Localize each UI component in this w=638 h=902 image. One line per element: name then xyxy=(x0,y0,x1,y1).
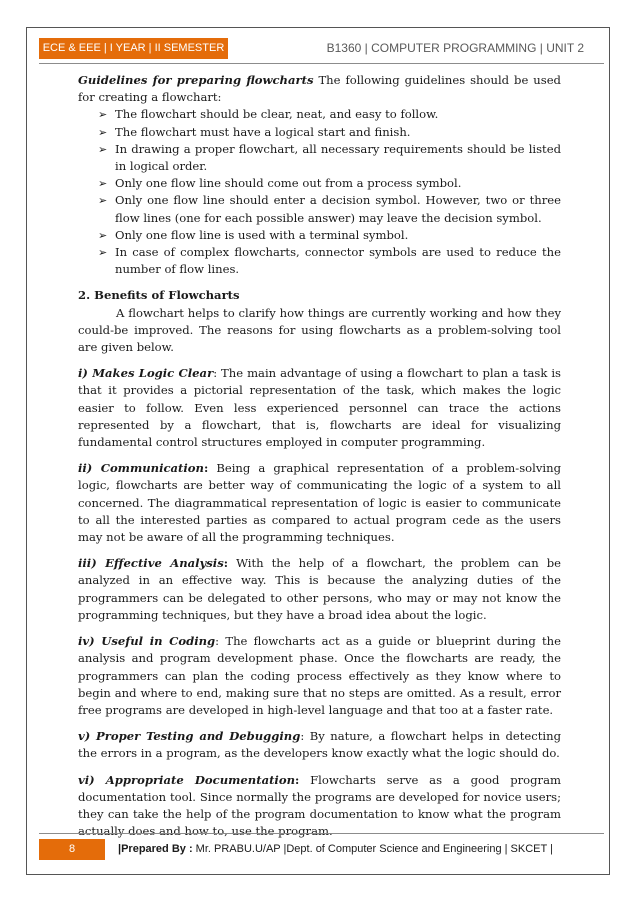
guidelines-heading: Guidelines for preparing flowcharts xyxy=(78,73,314,87)
page-number: 8 xyxy=(39,839,105,860)
list-item: ➢ Only one flow line is used with a terminal symbol. xyxy=(78,227,561,244)
guidelines-list xyxy=(78,106,561,278)
benefit-title: iv) Useful in Coding xyxy=(78,634,216,649)
benefit-paragraph: iii) Effective Analysis: With the help of a flowchart, the problem can be analyzed in an effective way. This is because the analyzing duties of the programmers can be delegated to other persons, who may or may not know the programming techniques, but they have a broad idea about the logic. xyxy=(78,556,562,622)
benefit-paragraph: ii) Communication: Being a graphical representation of a problem-solving logic, flowcharts are better way of communicating the logic of a system to all concerned. The diagrammatical representation of logic is easier to communicate to all the interested parties as compared to actual program cede as the users may not be aware of all the programming techniques. xyxy=(78,461,561,545)
list-item: ➢ The flowchart should be clear, neat, and easy to follow. xyxy=(78,106,561,123)
list-item: ➢ Only one flow line should come out from a process symbol. xyxy=(78,175,561,192)
header-unit-title: B1360 | COMPUTER PROGRAMMING | UNIT 2 xyxy=(326,41,584,55)
list-item: ➢ In drawing a proper flowchart, all necessary requirements should be listed in logical order. xyxy=(98,141,561,174)
benefit-title: vi) Appropriate Documentation xyxy=(78,772,296,787)
page-content xyxy=(78,72,561,840)
footer-credits: |Prepared By : Mr. PRABU.U/AP |Dept. of Computer Science and Engineering | SKCET | xyxy=(118,843,553,855)
arrow-bullet-icon: ➢ xyxy=(98,246,108,260)
arrow-bullet-icon: ➢ xyxy=(98,194,108,208)
header-divider xyxy=(39,63,604,64)
list-item: ➢ The flowchart must have a logical start and finish. xyxy=(78,124,561,141)
benefit-paragraph: iv) Useful in Coding: The flowcharts act as a guide or blueprint during the analysis and program development phase. Once the flowcharts are ready, the programmers can plan the coding process effectively as they know where to begin and where to end, making sure that no steps are omitted. As a result, error free programs are developed in high-level language and that too at a faster rate. xyxy=(78,634,561,717)
header-course-tag: ECE & EEE | I YEAR | II SEMESTER xyxy=(39,38,228,59)
arrow-bullet-icon: ➢ xyxy=(98,142,108,156)
arrow-bullet-icon: ➢ xyxy=(98,108,108,122)
section-heading: 2. Benefits of Flowcharts xyxy=(78,288,240,303)
benefit-paragraph: vi) Appropriate Documentation: Flowcharts serve as a good program documentation tool. Since normally the programs are developed for novice users; they can take the help of the program documentation to know what the program actually does and how to, use the program. xyxy=(78,772,562,839)
arrow-bullet-icon: ➢ xyxy=(98,177,108,191)
benefits-intro: A flowchart helps to clarify how things are currently working and how they could-be improved. The reasons for using flowcharts as a problem-solving tool are given below. xyxy=(78,305,561,355)
list-item: ➢ Only one flow line should enter a decision symbol. However, two or three flow lines (one for each possible answer) may leave the decision symbol. xyxy=(98,193,561,225)
list-item: ➢ In case of complex flowcharts, connector symbols are used to reduce the number of flow lines. xyxy=(98,245,561,277)
arrow-bullet-icon: ➢ xyxy=(98,125,108,139)
benefit-title: v) Proper Testing and Debugging xyxy=(78,729,301,744)
benefit-paragraph: i) Makes Logic Clear: The main advantage of using a flowchart to plan a task is that it provides a pictorial representation of the task, which makes the logic easier to follow. Even less experienced personnel can trace the actions represented by a flowchart, that is, flowcharts are ideal for visualizing fundamental control structures employed in computer programming. xyxy=(78,366,561,450)
arrow-bullet-icon: ➢ xyxy=(98,228,108,242)
guidelines-intro: Guidelines for preparing flowcharts The following guidelines should be used for creating a flowchart: xyxy=(78,73,561,105)
benefit-title: i) Makes Logic Clear xyxy=(78,366,214,381)
benefit-paragraph: v) Proper Testing and Debugging: By nature, a flowchart helps in detecting the errors in a program, as the developers know exactly what the logic should do. xyxy=(78,729,561,761)
footer-divider xyxy=(39,833,604,834)
benefit-title: ii) Communication xyxy=(78,461,204,476)
benefit-title: iii) Effective Analysis xyxy=(78,556,224,571)
